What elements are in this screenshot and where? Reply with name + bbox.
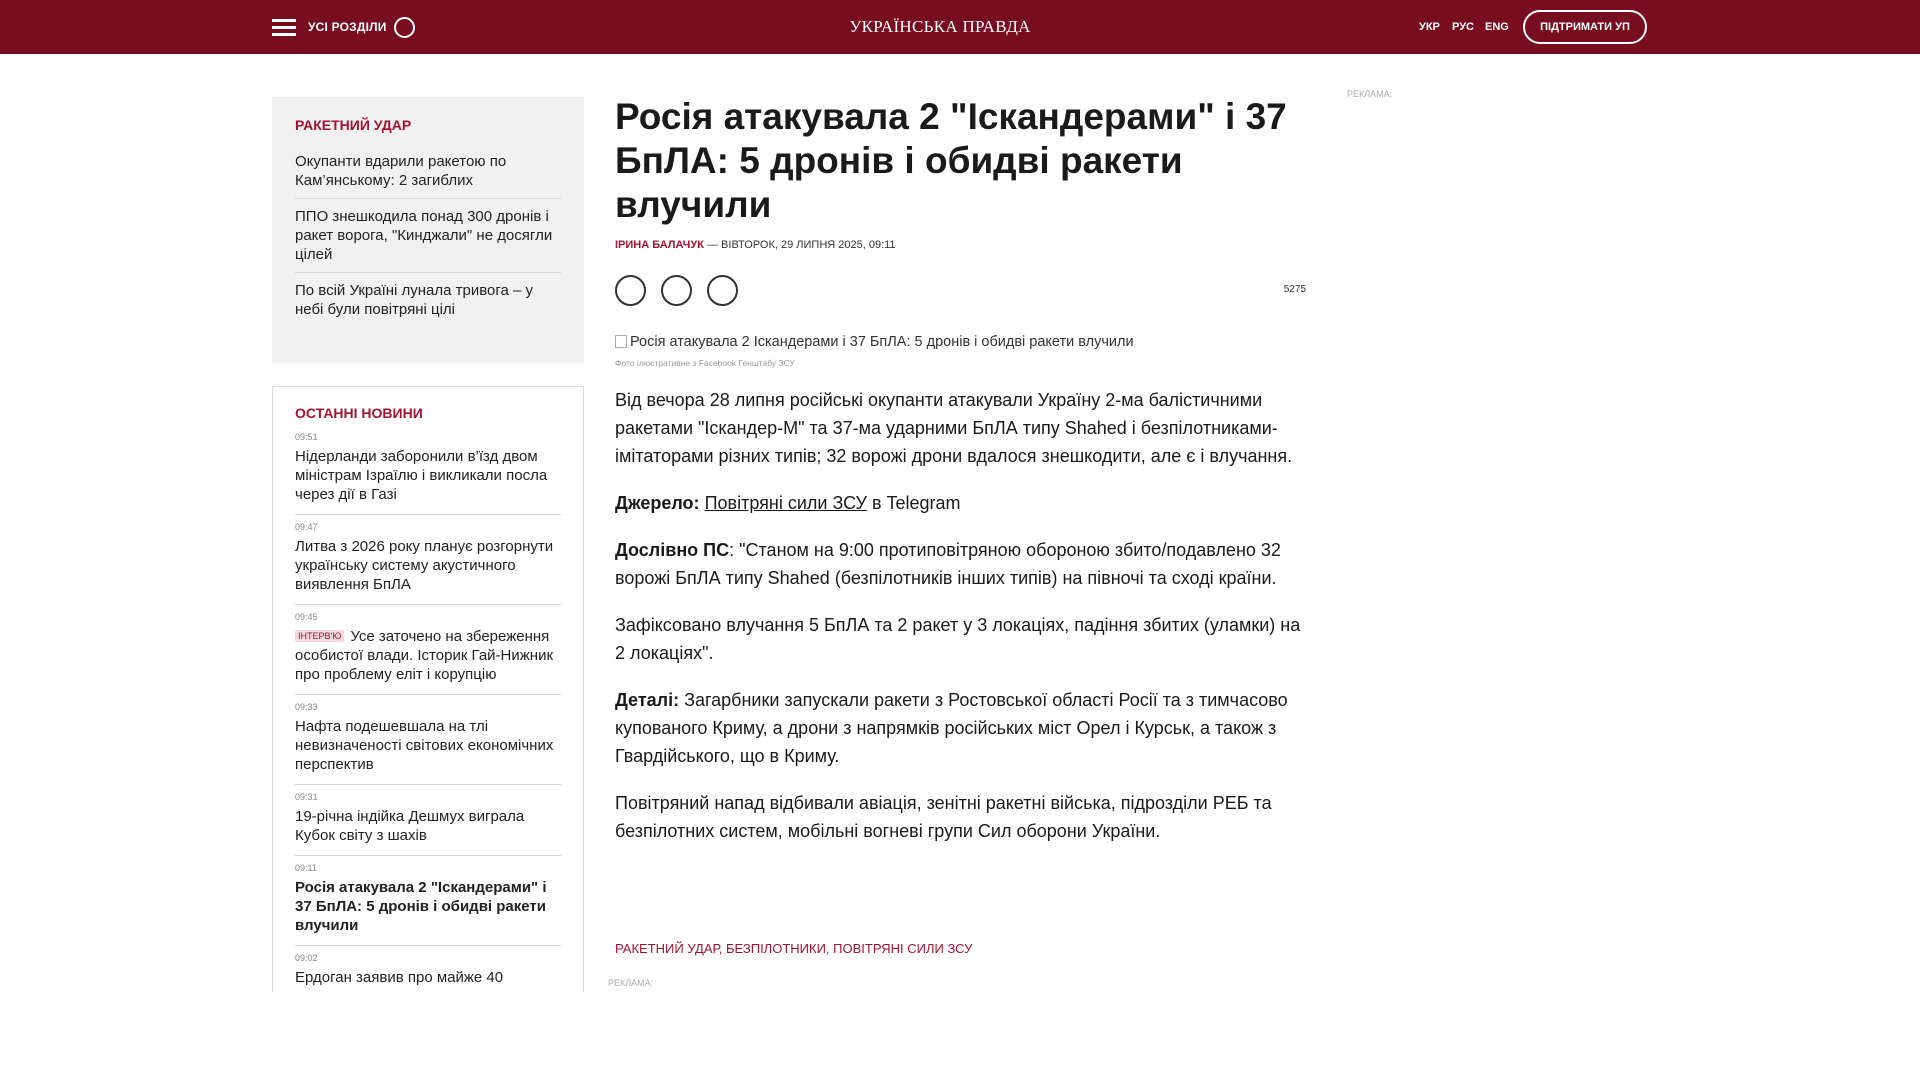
support-button[interactable]: ПІДТРИМАТИ УП xyxy=(1523,10,1647,44)
news-item[interactable] xyxy=(295,425,561,515)
top-bar xyxy=(0,0,1920,54)
ad-label: РЕКЛАМА: xyxy=(608,978,654,988)
byline-separator: — xyxy=(703,239,722,251)
tag-link[interactable]: ПОВІТРЯНІ СИЛИ ЗСУ xyxy=(833,941,973,956)
publish-date: ВІВТОРОК, 29 ЛИПНЯ 2025, 09:11 xyxy=(721,239,896,251)
news-item[interactable] xyxy=(295,605,561,695)
news-item[interactable] xyxy=(295,515,561,605)
topic-box xyxy=(272,97,584,363)
image-caption: Фото ілюстративне з Facebook Генштабу ЗСУ xyxy=(615,358,795,368)
topic-item[interactable]: ППО знешкодила понад 300 дронів і ракет ворога, "Кинджали" не досягли цілей xyxy=(295,199,561,273)
interview-badge: ІНТЕРВ'Ю xyxy=(295,630,344,642)
source-link[interactable]: Повітряні сили ЗСУ xyxy=(704,493,867,513)
latest-news-box xyxy=(272,386,584,992)
news-time: 09:31 xyxy=(295,792,318,802)
author-link[interactable]: ІРИНА БАЛАЧУК xyxy=(615,239,704,251)
broken-image-icon xyxy=(615,335,627,348)
quote-text: : "Станом на 9:00 протиповітряною обороною збито/подавлено 32 ворожі БпЛА типу Shahed (безпілотників інших типів) на півночі та сході країни. xyxy=(615,540,1281,588)
lang-ukr-link[interactable]: УКР xyxy=(1419,21,1440,33)
paragraph: Повітряний напад відбивали авіація, зенітні ракетні війська, підрозділи РЕБ та безпілотних систем, мобільні вогневі групи Сил оборони України. xyxy=(615,793,1272,841)
search-icon[interactable] xyxy=(394,17,415,38)
news-item[interactable] xyxy=(295,695,561,785)
article-headline: Росія атакувала 2 "Іскандерами" і 37 БпЛА: 5 дронів і обидві ракети влучили xyxy=(615,96,1287,225)
news-title[interactable]: Литва з 2026 року планує розгорнути українську систему акустичного виявлення БпЛА xyxy=(295,538,554,593)
paragraph-quote xyxy=(615,536,1315,592)
article-tags xyxy=(615,941,972,957)
all-sections-link[interactable]: УСІ РОЗДІЛИ xyxy=(308,20,387,34)
source-label: Джерело: xyxy=(615,493,700,513)
article-body xyxy=(615,386,1315,864)
news-time: 09:33 xyxy=(295,702,318,712)
site-logo[interactable]: УКРАЇНСЬКА ПРАВДА xyxy=(849,17,1031,36)
telegram-share-icon[interactable] xyxy=(661,275,692,306)
lang-rus-link[interactable]: РУС xyxy=(1452,21,1474,33)
byline xyxy=(615,238,896,252)
source-rest: в Telegram xyxy=(866,493,961,513)
details-label: Деталі: xyxy=(615,690,680,710)
ad-label: РЕКЛАМА: xyxy=(1347,89,1393,99)
details-text: Загарбники запускали ракети з Ростовської області Росії та з тимчасово купованого Криму, а дрони з напрямків російських міст Орел і Курськ, а також з Гвардійського, що в Криму. xyxy=(615,690,1288,766)
news-title[interactable]: Росія атакувала 2 "Іскандерами" і 37 БпЛА: 5 дронів і обидві ракети влучили xyxy=(295,879,547,934)
news-title[interactable]: 19-річна індійка Дешмух виграла Кубок світу з шахів xyxy=(295,808,525,844)
news-title[interactable]: Нафта подешевшала на тлі невизначеності світових економічних перспектив xyxy=(295,718,554,773)
news-item[interactable] xyxy=(295,946,561,992)
views-count: 5275 xyxy=(1283,284,1306,295)
tag-link[interactable]: РАКЕТНИЙ УДАР xyxy=(615,941,719,956)
article-image xyxy=(615,333,1134,351)
facebook-share-icon[interactable] xyxy=(615,275,646,306)
news-time: 09:51 xyxy=(295,432,318,442)
paragraph: Зафіксовано влучання 5 БпЛА та 2 ракет у 3 локаціях, падіння збитих (уламки) на 2 локаціях". xyxy=(615,615,1301,663)
paragraph: Від вечора 28 липня російські окупанти атакували Україну 2-ма балістичними ракетами "Іскандер-М" та 37-ма ударними БпЛА типу Shahed і безпілотниками-імітаторами різних типів; 32 ворожі дрони вдалося знешкодити, але є і влучання. xyxy=(615,390,1293,466)
image-alt-text: Росія атакувала 2 Іскандерами і 37 БпЛА: 5 дронів і обидві ракети влучили xyxy=(630,334,1134,350)
topic-item[interactable]: Окупанти вдарили ракетою по Кам’янському: 2 загиблих xyxy=(295,144,561,199)
menu-icon[interactable] xyxy=(272,19,296,36)
paragraph-source xyxy=(615,489,1315,517)
tag-link[interactable]: БЕЗПІЛОТНИКИ xyxy=(725,941,826,956)
quote-label: Дослівно ПС xyxy=(615,540,730,560)
news-time: 09:47 xyxy=(295,522,318,532)
topic-title-link[interactable]: РАКЕТНИЙ УДАР xyxy=(295,117,412,133)
news-title-text[interactable]: Усе заточено на збереження особистої влади. Історик Гай-Нижник про проблему еліт і корупцію xyxy=(295,628,554,683)
news-time: 09:11 xyxy=(295,863,317,873)
news-title[interactable]: Ердоган заявив про майже 40 xyxy=(295,969,504,986)
tag-separator: , xyxy=(825,941,834,956)
news-time: 09:02 xyxy=(295,953,318,963)
lang-eng-link[interactable]: ENG xyxy=(1485,21,1509,33)
latest-news-title[interactable]: ОСТАННІ НОВИНИ xyxy=(295,405,423,421)
twitter-share-icon[interactable] xyxy=(707,275,738,306)
news-title[interactable] xyxy=(295,627,561,684)
news-title[interactable]: Нідерланди заборонили в’їзд двом міністрам Ізраїлю і викликали посла через дії в Газі xyxy=(295,448,548,503)
paragraph-details xyxy=(615,686,1315,770)
news-time: 09:45 xyxy=(295,612,318,622)
topic-item[interactable]: По всій Україні лунала тривога – у небі були повітряні цілі xyxy=(295,282,534,318)
news-item-current[interactable] xyxy=(295,856,561,946)
news-item[interactable] xyxy=(295,785,561,856)
tag-separator: , xyxy=(718,941,726,956)
